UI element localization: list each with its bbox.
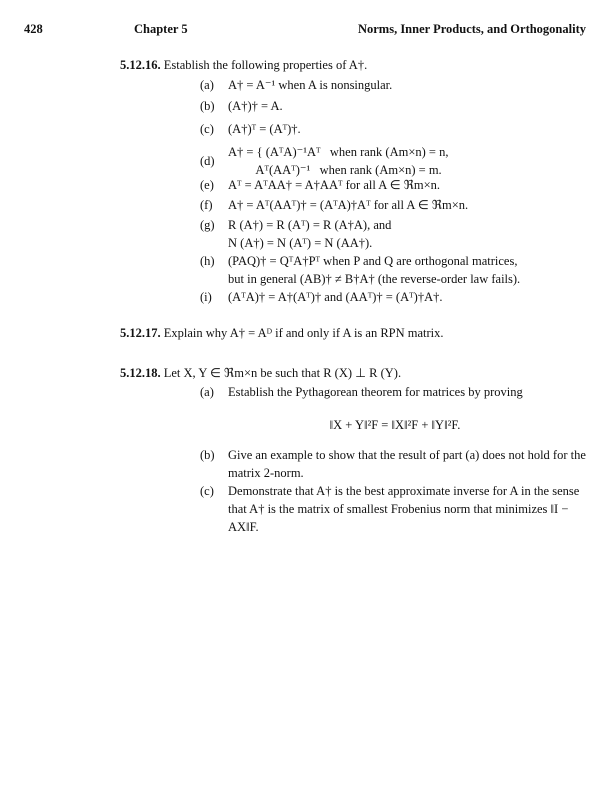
exercise-label: 5.12.16.	[120, 58, 161, 72]
item-line-1: (PAQ)† = QᵀA†Pᵀ when P and Q are orthogonal matrices,	[228, 254, 518, 268]
item-16g	[200, 216, 590, 252]
item-text: (A†)† = A.	[228, 99, 283, 113]
item-label: (d)	[200, 154, 215, 168]
item-label: (b)	[200, 99, 215, 113]
item-line-1: R (A†) = R (Aᵀ) = R (A†A), and	[228, 218, 392, 232]
chapter-title: Norms, Inner Products, and Orthogonality	[357, 22, 586, 36]
exercise-5-12-17	[120, 324, 590, 342]
item-16h	[200, 252, 590, 288]
item-text: A† = A⁻¹ when A is nonsingular.	[228, 78, 393, 92]
page-number: 428	[24, 22, 43, 36]
item-label: (c)	[200, 122, 214, 136]
item-text: Demonstrate that A† is the best approximate inverse for A in the sense that A† is the matrix of smallest Frobenius norm that minimizes ‖I − AX‖F.	[228, 484, 580, 534]
item-label: (a)	[200, 385, 214, 399]
item-label: (h)	[200, 254, 215, 268]
exercise-5-12-16	[120, 56, 590, 74]
item-18b	[200, 446, 590, 482]
item-label: (i)	[200, 290, 212, 304]
item-text: Aᵀ = AᵀAA† = A†AAᵀ for all A ∈ ℜm×n.	[228, 178, 441, 192]
exercise-text: Let X, Y ∈ ℜm×n be such that R (X) ⊥ R (Y).	[163, 366, 402, 380]
exercise-5-12-18	[120, 364, 590, 382]
item-text: Establish the Pythagorean theorem for matrices by proving	[228, 385, 523, 399]
item-line-2: N (A†) = N (Aᵀ) = N (AA†).	[228, 236, 373, 250]
item-label: (e)	[200, 178, 214, 192]
exercise-label: 5.12.18.	[120, 366, 161, 380]
item-line-2: but in general (AB)† ≠ B†A† (the reverse-order law fails).	[228, 272, 521, 286]
chapter-label: Chapter 5	[134, 22, 188, 36]
pythagorean-equation: ‖X + Y‖²F = ‖X‖²F + ‖Y‖²F.	[329, 418, 461, 432]
item-16d	[200, 143, 590, 179]
item-line-2: Aᵀ(AAᵀ)⁻¹ when rank (Am×n) = m.	[228, 163, 442, 177]
item-label: (f)	[200, 198, 213, 212]
item-label: (a)	[200, 78, 214, 92]
item-text: (AᵀA)† = A†(Aᵀ)† and (AAᵀ)† = (Aᵀ)†A†.	[228, 290, 443, 304]
exercise-label: 5.12.17.	[120, 326, 161, 340]
item-label: (g)	[200, 218, 215, 232]
item-label: (c)	[200, 484, 214, 498]
item-label: (b)	[200, 448, 215, 462]
item-text: Give an example to show that the result of part (a) does not hold for the matrix 2-norm.	[228, 448, 586, 480]
exercise-text: Establish the following properties of A†.	[163, 58, 368, 72]
item-line-1: A† = { (AᵀA)⁻¹Aᵀ when rank (Am×n) = n,	[228, 145, 449, 159]
item-text: A† = Aᵀ(AAᵀ)† = (AᵀA)†Aᵀ for all A ∈ ℜm×n.	[228, 198, 469, 212]
item-18c	[200, 482, 590, 536]
exercise-text: Explain why A† = Aᴰ if and only if A is an RPN matrix.	[163, 326, 444, 340]
page-header	[24, 22, 586, 42]
item-text: (A†)ᵀ = (Aᵀ)†.	[228, 122, 301, 136]
